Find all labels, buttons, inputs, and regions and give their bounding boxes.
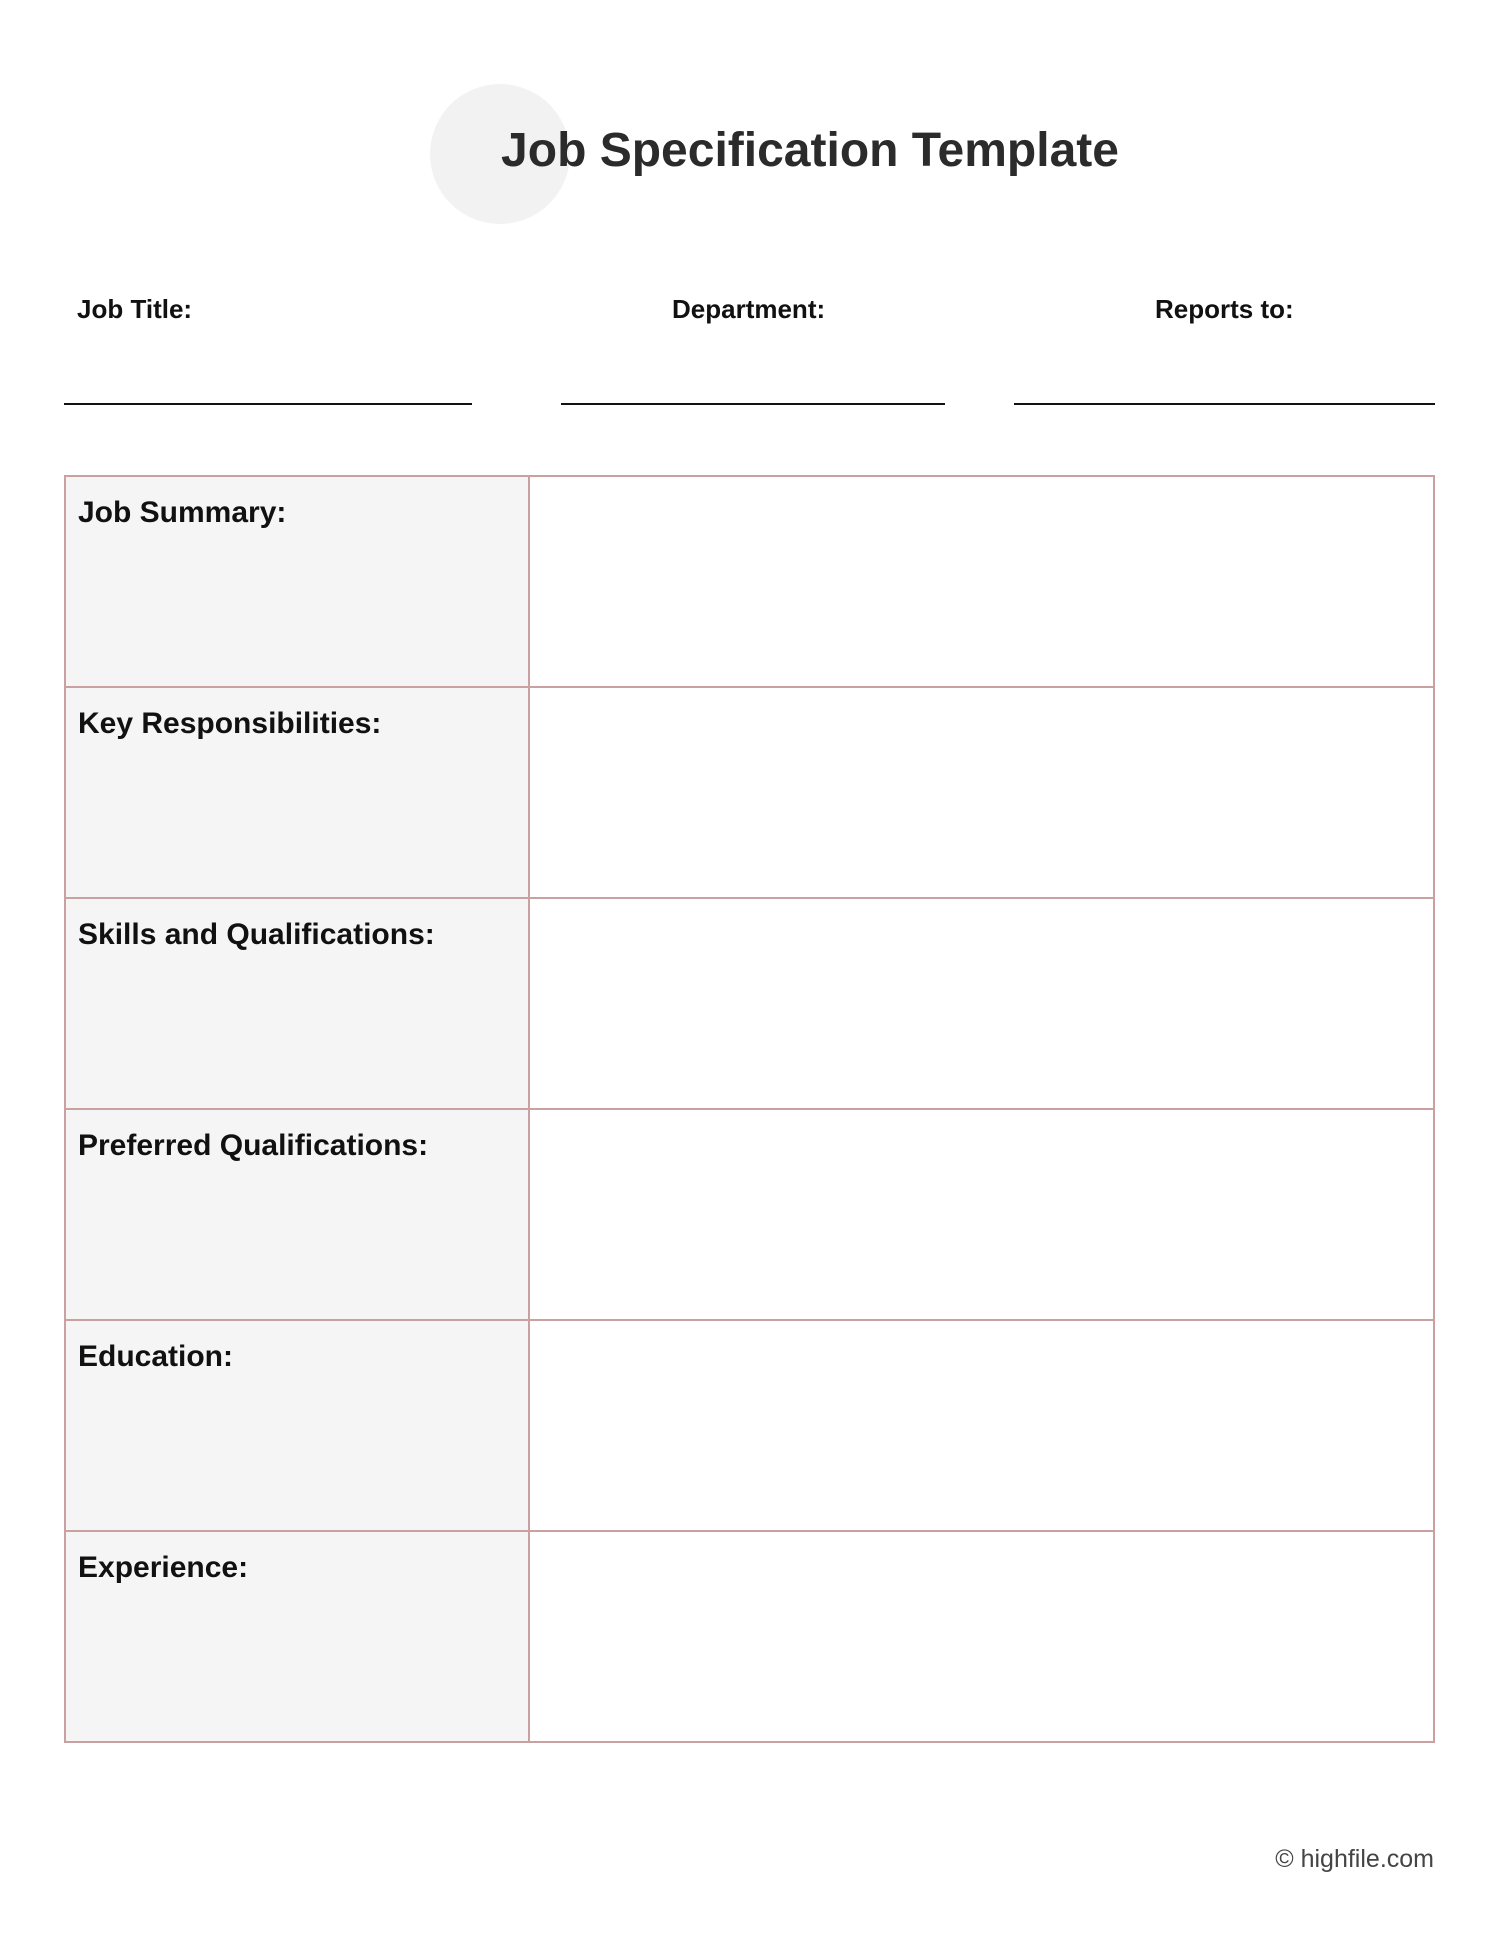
job-summary-input[interactable] (529, 476, 1434, 687)
job-spec-table (64, 475, 1435, 1743)
job-title-field[interactable] (64, 403, 472, 405)
education-label-cell (65, 1320, 529, 1531)
key-responsibilities-input[interactable] (529, 687, 1434, 898)
department-field[interactable] (561, 403, 945, 405)
preferred-qualifications-input[interactable] (529, 1109, 1434, 1320)
key-responsibilities-label-cell (65, 687, 529, 898)
experience-input[interactable] (529, 1531, 1434, 1742)
table-row (65, 1109, 1434, 1320)
department-label: Department: (672, 294, 826, 324)
copyright-footer: © highfile.com (1275, 1845, 1434, 1873)
job-summary-label-cell (65, 476, 529, 687)
table-row (65, 687, 1434, 898)
reports-to-label: Reports to: (1155, 294, 1294, 324)
skills-qualifications-label: Skills and Qualifications: (78, 918, 435, 951)
table-row (65, 1320, 1434, 1531)
experience-label: Experience: (78, 1551, 249, 1584)
table-row (65, 476, 1434, 687)
page-title: Job Specification Template (501, 124, 1119, 177)
table-row (65, 898, 1434, 1109)
preferred-qualifications-label: Preferred Qualifications: (78, 1129, 429, 1162)
key-responsibilities-label: Key Responsibilities: (78, 707, 382, 740)
preferred-qualifications-label-cell (65, 1109, 529, 1320)
table-row (65, 1531, 1434, 1742)
reports-to-field[interactable] (1014, 403, 1435, 405)
skills-qualifications-input[interactable] (529, 898, 1434, 1109)
skills-qualifications-label-cell (65, 898, 529, 1109)
education-label: Education: (78, 1340, 233, 1373)
education-input[interactable] (529, 1320, 1434, 1531)
job-summary-label: Job Summary: (78, 496, 287, 529)
experience-label-cell (65, 1531, 529, 1742)
job-title-label: Job Title: (77, 294, 193, 324)
